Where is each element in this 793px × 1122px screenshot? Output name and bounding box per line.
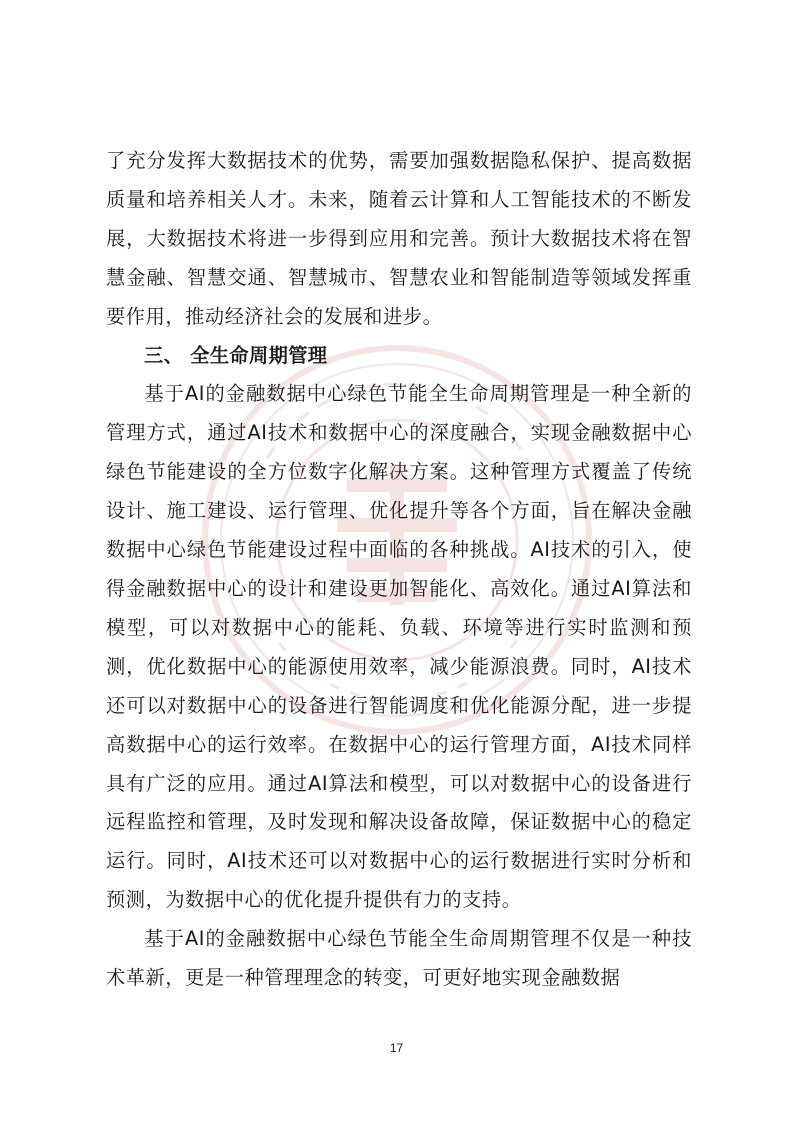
paragraph-management-concept: 基于AI的金融数据中心绿色节能全生命周期管理不仅是一种技术革新，更是一种管理理念的转变，可更好地实现金融数据 — [106, 927, 692, 990]
body-text — [106, 142, 692, 998]
page-number: 17 — [389, 1041, 404, 1055]
section-heading: 三、 全生命周期管理 — [144, 343, 328, 367]
paragraph-continued: 了充分发挥大数据技术的优势，需要加强数据隐私保护、提高数据质量和培养相关人才。未来，随着云计算和人工智能技术的不断发展，大数据技术将进一步得到应用和完善。预计大数据技术将在智慧金融、智慧交通、智慧城市、智慧农业和智能制造等领域发挥重要作用，推动经济社会的发展和进步。 — [106, 149, 692, 328]
paragraph-lifecycle-management: 基于AI的金融数据中心绿色节能全生命周期管理是一种全新的管理方式，通过AI技术和数据中心的深度融合，实现金融数据中心绿色节能建设的全方位数字化解决方案。这种管理方式覆盖了传统设计、施工建设、运行管理、优化提升等各个方面，旨在解决金融数据中心绿色节能建设过程中面临的各种挑战。AI技术的引入，使得金融数据中心的设计和建设更加智能化、高效化。通过AI算法和模型，可以对数据中心的能耗、负载、环境等进行实时监测和预测，优化数据中心的能源使用效率，减少能源浪费。同时，AI技术还可以对数据中心的设备进行智能调度和优化能源分配，进一步提高数据中心的运行效率。在数据中心的运行管理方面，AI技术同样具有广泛的应用。通过AI算法和模型，可以对数据中心的设备进行远程监控和管理，及时发现和解决设备故障，保证数据中心的稳定运行。同时，AI技术还可以对数据中心的运行数据进行实时分析和预测，为数据中心的优化提升提供有力的支持。 — [106, 382, 692, 912]
